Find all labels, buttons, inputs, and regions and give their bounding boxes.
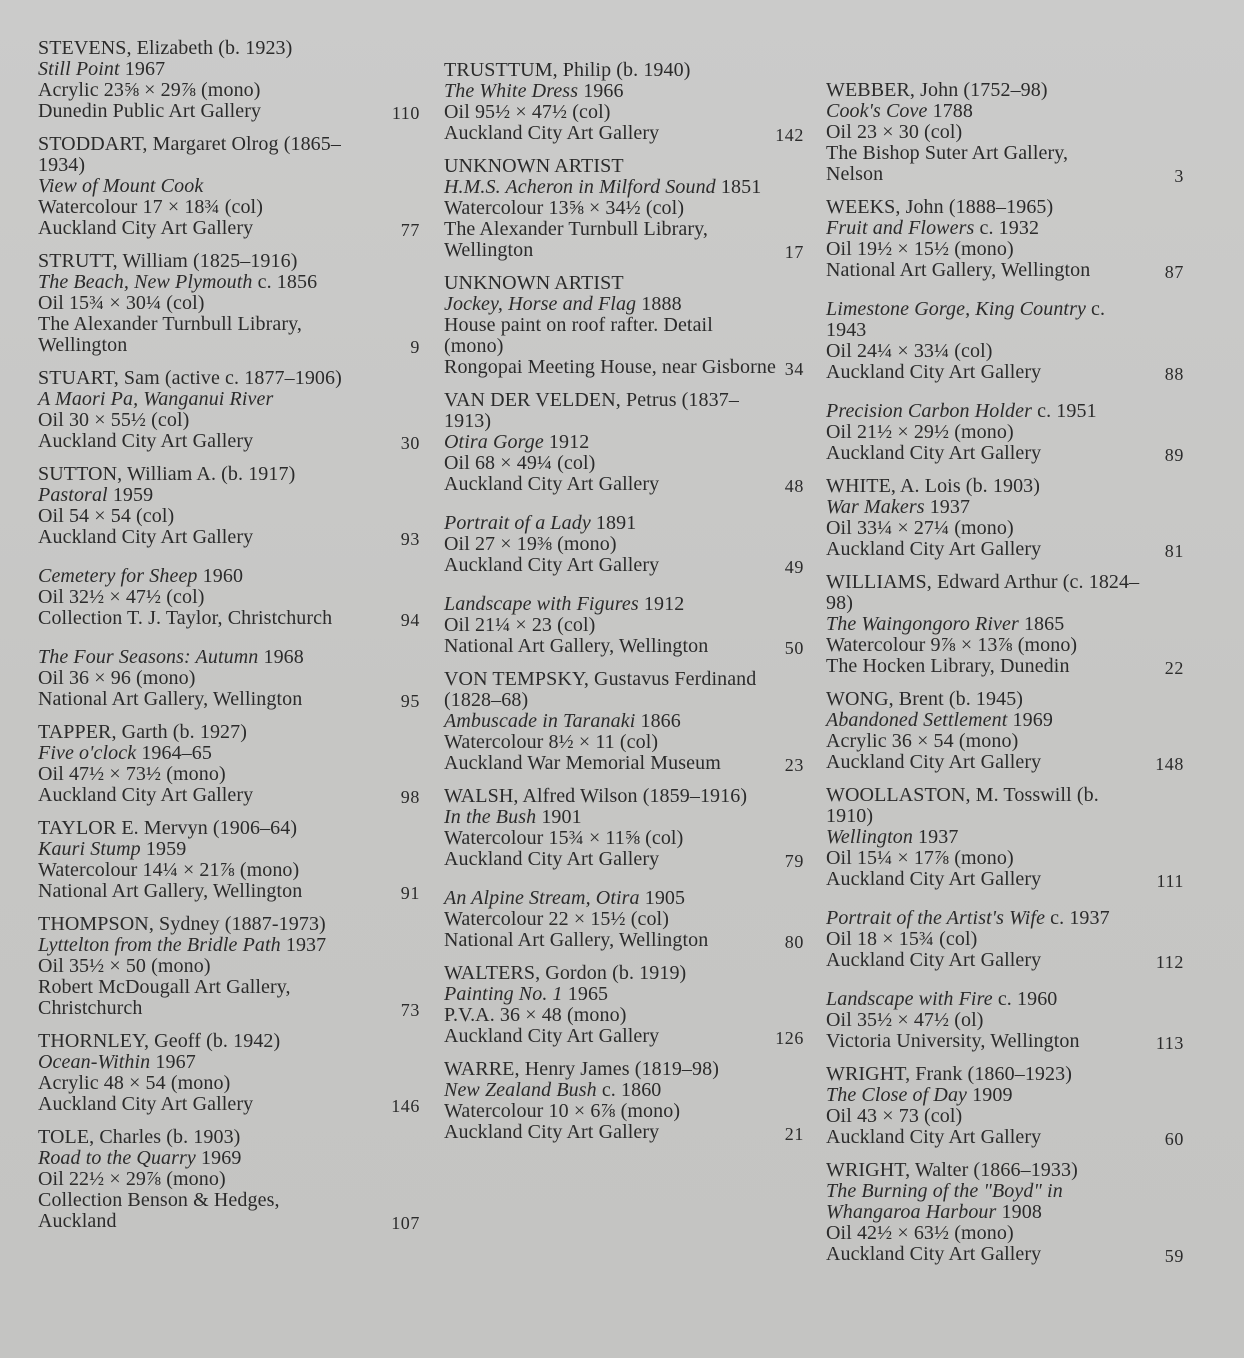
index-entry: [38, 464, 420, 548]
artist-name: VAN DER VELDEN, Petrus (1837–1913): [444, 389, 739, 432]
plate-number: 93: [400, 529, 420, 549]
artwork-medium: Watercolour 15¾ × 11⅝ (col): [444, 827, 684, 849]
artwork-title-line: [826, 101, 1148, 122]
artwork-medium: Watercolour 14¼ × 21⅞ (mono): [38, 859, 300, 881]
artwork-title-line: [38, 743, 384, 764]
index-entry: [826, 80, 1184, 185]
artist-name: TAYLOR E. Mervyn (1906–64): [38, 817, 298, 839]
artist-name: STUART, Sam (active c. 1877–1906): [38, 367, 342, 389]
artwork-collection: Collection T. J. Taylor, Christchurch: [38, 607, 333, 629]
artist-name: TAPPER, Garth (b. 1927): [38, 721, 248, 743]
plate-number: 110: [391, 103, 420, 123]
artwork-title: Ambuscade in Taranaki: [444, 710, 636, 732]
artwork-title: Painting No. 1: [444, 983, 563, 1005]
artwork-title: Portrait of a Lady: [444, 512, 591, 534]
artwork-collection: Auckland City Art Gallery: [826, 442, 1042, 464]
artwork-medium: Oil 15¾ × 30¼ (col): [38, 292, 205, 314]
artwork-collection: Auckland City Art Gallery: [38, 430, 254, 452]
artwork-medium: Oil 30 × 55½ (col): [38, 409, 190, 431]
plate-number: 80: [784, 932, 804, 952]
index-entry: [826, 197, 1184, 281]
artwork-title-line: [444, 513, 768, 534]
plate-number: 87: [1164, 262, 1184, 282]
artwork-title-line: [826, 827, 1148, 848]
artwork-medium: Oil 21½ × 29½ (mono): [826, 421, 1014, 443]
artwork-title: Lyttelton from the Bridle Path: [38, 934, 281, 956]
artwork-title-line: [38, 1052, 384, 1073]
artwork-medium: Oil 32½ × 47½ (col): [38, 586, 205, 608]
index-entry: [444, 963, 804, 1047]
plate-number: 146: [391, 1096, 420, 1116]
index-entry: [444, 156, 804, 261]
artwork-title-line: [826, 989, 1148, 1010]
artist-name: UNKNOWN ARTIST: [444, 155, 624, 177]
artwork-title: Cook's Cove: [826, 100, 928, 122]
artwork-title-line: [38, 59, 384, 80]
artwork-title-line: [38, 839, 384, 860]
artwork-date: c. 1960: [997, 988, 1058, 1010]
artwork-collection: Auckland City Art Gallery: [444, 1025, 660, 1047]
artwork-medium: Watercolour 13⅝ × 34½ (col): [444, 197, 685, 219]
artwork-collection: Victoria University, Wellington: [826, 1030, 1080, 1052]
artwork-date: 1937: [918, 826, 959, 848]
index-entry: [444, 273, 804, 378]
artwork-collection: National Art Gallery, Wellington: [444, 929, 709, 951]
index-entry: [38, 1127, 420, 1232]
index-entry: [826, 1160, 1184, 1265]
plate-number: 22: [1164, 658, 1184, 678]
plate-number: 81: [1164, 541, 1184, 561]
artwork-collection: National Art Gallery, Wellington: [444, 635, 709, 657]
artwork-collection: National Art Gallery, Wellington: [38, 688, 303, 710]
artwork-date: 1905: [644, 887, 686, 909]
plate-number: 34: [784, 359, 804, 379]
artwork-title: Road to the Quarry: [38, 1147, 196, 1169]
artwork-date: 1967: [124, 58, 166, 80]
artwork-title: Limestone Gorge, King Country: [826, 298, 1086, 320]
artwork-collection: The Alexander Turnbull Library,: [38, 313, 302, 335]
index-entry: [826, 572, 1184, 677]
artist-name: WALSH, Alfred Wilson (1859–1916): [444, 785, 748, 807]
artwork-date: 1908: [1001, 1201, 1042, 1223]
artwork-date: 1909: [972, 1084, 1013, 1106]
artist-name: VON TEMPSKY, Gustavus Ferdinand (1828–68): [444, 668, 757, 711]
plate-number: 48: [784, 476, 804, 496]
artwork-title: The White Dress: [444, 80, 579, 102]
artwork-medium: Watercolour 17 × 18¾ (col): [38, 196, 263, 218]
artwork-date: 1960: [202, 565, 244, 587]
artwork-title: Fruit and Flowers: [826, 217, 975, 239]
artwork-medium: Oil 68 × 49¼ (col): [444, 452, 596, 474]
artwork-collection: Nelson: [826, 163, 884, 185]
artwork-collection: Rongopai Meeting House, near Gisborne: [444, 356, 776, 378]
artwork-title: New Zealand Bush: [444, 1079, 597, 1101]
artwork-collection: Auckland City Art Gallery: [826, 949, 1042, 971]
index-entry: [444, 60, 804, 144]
index-entry: [38, 251, 420, 356]
index-entry: [38, 1031, 420, 1115]
plate-number: 23: [784, 755, 804, 775]
artwork-collection: Auckland City Art Gallery: [826, 538, 1042, 560]
artwork-date: c. 1937: [1050, 907, 1110, 929]
index-column-3: [826, 80, 1184, 1358]
index-entry: [826, 989, 1184, 1052]
artwork-collection: The Hocken Library, Dunedin: [826, 655, 1070, 677]
artist-name: WRIGHT, Walter (1866–1933): [826, 1159, 1078, 1181]
artist-name: WHITE, A. Lois (b. 1903): [826, 475, 1041, 497]
plate-number: 111: [1156, 871, 1184, 891]
plate-number: 112: [1155, 952, 1184, 972]
artist-name: WOOLLASTON, M. Tosswill (b. 1910): [826, 784, 1099, 827]
artist-name: TOLE, Charles (b. 1903): [38, 1126, 241, 1148]
artwork-medium: Oil 33¼ × 27¼ (mono): [826, 517, 1014, 539]
artwork-medium: Watercolour 22 × 15½ (col): [444, 908, 669, 930]
artwork-title-line: [38, 272, 384, 293]
artwork-date: c. 1951: [1037, 400, 1097, 422]
index-entry: [444, 669, 804, 774]
artwork-title-line: [826, 497, 1148, 518]
artwork-title: The Burning of the "Boyd" in Whangaroa Harbour: [826, 1180, 1063, 1223]
artwork-title-line: [444, 888, 768, 909]
artwork-collection: Auckland City Art Gallery: [826, 1243, 1042, 1265]
artwork-title: H.M.S. Acheron in Milford Sound: [444, 176, 716, 198]
artwork-title-line: [38, 566, 384, 587]
index-entry: [826, 476, 1184, 560]
artwork-date: 1969: [201, 1147, 242, 1169]
plate-number: 148: [1155, 754, 1184, 774]
artist-name: STRUTT, William (1825–1916): [38, 250, 298, 272]
index-entry: [826, 401, 1184, 464]
artwork-title: A Maori Pa, Wanganui River: [38, 388, 274, 410]
artwork-title-line: [826, 299, 1148, 341]
plate-number: 94: [400, 610, 420, 630]
artist-name: TRUSTTUM, Philip (b. 1940): [444, 59, 691, 81]
artwork-collection: Auckland: [38, 1210, 117, 1232]
artwork-title: The Four Seasons: Autumn: [38, 646, 259, 668]
artwork-title-line: [444, 984, 768, 1005]
index-entry: [826, 1064, 1184, 1148]
artwork-title-line: [444, 807, 768, 828]
artwork-title: Landscape with Figures: [444, 593, 639, 615]
artwork-date: 1851: [720, 176, 762, 198]
artwork-title-line: [38, 1148, 384, 1169]
artist-name: STEVENS, Elizabeth (b. 1923): [38, 37, 293, 59]
index-entry: [38, 818, 420, 902]
artwork-medium: Oil 42½ × 63½ (mono): [826, 1222, 1014, 1244]
artwork-title: Otira Gorge: [444, 431, 544, 453]
artwork-title: Portrait of the Artist's Wife: [826, 907, 1046, 929]
plate-number: 107: [391, 1213, 420, 1233]
plate-number: 59: [1164, 1246, 1184, 1266]
artwork-title-line: [444, 1080, 768, 1101]
artist-name: WEBBER, John (1752–98): [826, 79, 1048, 101]
artwork-collection: Auckland City Art Gallery: [444, 122, 660, 144]
artwork-collection: Auckland City Art Gallery: [826, 868, 1042, 890]
artwork-medium: Watercolour 9⅞ × 13⅞ (mono): [826, 634, 1078, 656]
plate-number: 79: [784, 851, 804, 871]
artwork-medium: Acrylic 48 × 54 (mono): [38, 1072, 231, 1094]
artwork-title-line: [444, 594, 768, 615]
artwork-medium: Oil 54 × 54 (col): [38, 505, 175, 527]
artwork-date: c. 1932: [979, 217, 1040, 239]
artwork-title-line: [826, 1085, 1148, 1106]
artwork-medium: Oil 23 × 30 (col): [826, 121, 963, 143]
artwork-collection: Auckland City Art Gallery: [444, 848, 660, 870]
artwork-collection: Auckland City Art Gallery: [826, 1126, 1042, 1148]
artwork-title: Landscape with Fire: [826, 988, 993, 1010]
index-entry: [38, 134, 420, 239]
artist-name: WRIGHT, Frank (1860–1923): [826, 1063, 1072, 1085]
artwork-title: Kauri Stump: [38, 838, 141, 860]
artwork-title: Abandoned Settlement: [826, 709, 1008, 731]
artwork-date: 1967: [155, 1051, 196, 1073]
plate-number: 77: [400, 220, 420, 240]
artwork-collection: Auckland City Art Gallery: [444, 554, 660, 576]
artwork-medium: Watercolour 10 × 6⅞ (mono): [444, 1100, 681, 1122]
index-entry: [444, 1059, 804, 1143]
artwork-title-line: [826, 401, 1148, 422]
index-entry: [444, 513, 804, 576]
artwork-title-line: [444, 81, 768, 102]
index-column-2: [444, 60, 804, 1358]
artwork-title-line: [38, 647, 384, 668]
artwork-collection: Auckland City Art Gallery: [444, 1121, 660, 1143]
artwork-title: Pastoral: [38, 484, 108, 506]
plate-number: 49: [784, 557, 804, 577]
artwork-title-line: [444, 294, 768, 315]
artist-name: UNKNOWN ARTIST: [444, 272, 624, 294]
artist-name: WEEKS, John (1888–1965): [826, 196, 1054, 218]
artwork-collection: Auckland City Art Gallery: [38, 784, 254, 806]
artist-name: WALTERS, Gordon (b. 1919): [444, 962, 687, 984]
artist-name: STODDART, Margaret Olrog (1865–1934): [38, 133, 341, 176]
index-entry: [38, 38, 420, 122]
artwork-collection: Collection Benson & Hedges,: [38, 1189, 280, 1211]
artwork-collection: Auckland City Art Gallery: [38, 526, 254, 548]
artwork-medium: Oil 15¼ × 17⅞ (mono): [826, 847, 1014, 869]
artwork-date: 1966: [583, 80, 624, 102]
artwork-date: c. 1856: [257, 271, 318, 293]
artwork-date: 1788: [932, 100, 973, 122]
artwork-medium: Acrylic 23⅝ × 29⅞ (mono): [38, 79, 261, 101]
plate-number: 50: [784, 638, 804, 658]
artwork-date: 1901: [541, 806, 582, 828]
artwork-medium: Watercolour 8½ × 11 (col): [444, 731, 659, 753]
artist-name: WILLIAMS, Edward Arthur (c. 1824–98): [826, 571, 1140, 614]
artwork-collection: Auckland City Art Gallery: [38, 217, 254, 239]
artwork-collection: Auckland City Art Gallery: [38, 1093, 254, 1115]
artwork-title-line: [826, 1181, 1148, 1223]
artwork-medium: Oil 24¼ × 33¼ (col): [826, 340, 993, 362]
plate-number: 73: [400, 1000, 420, 1020]
artwork-date: 1866: [640, 710, 681, 732]
artwork-medium: Oil 43 × 73 (col): [826, 1105, 963, 1127]
artwork-title: The Close of Day: [826, 1084, 968, 1106]
artwork-collection: Auckland City Art Gallery: [826, 361, 1042, 383]
artwork-title-line: [38, 176, 384, 197]
artwork-medium: Oil 22½ × 29⅞ (mono): [38, 1168, 226, 1190]
artwork-title-line: [38, 485, 384, 506]
plate-number: 91: [400, 883, 420, 903]
artwork-collection: Wellington: [444, 239, 534, 261]
artwork-collection: Wellington: [38, 334, 128, 356]
index-entry: [444, 888, 804, 951]
artwork-title: Wellington: [826, 826, 913, 848]
artwork-date: 1888: [641, 293, 682, 315]
artwork-title-line: [38, 389, 384, 410]
artwork-date: c. 1943: [826, 298, 1106, 341]
artwork-title-line: [826, 614, 1148, 635]
artwork-title-line: [444, 432, 768, 453]
artwork-collection: Auckland City Art Gallery: [826, 751, 1042, 773]
artwork-collection: National Art Gallery, Wellington: [38, 880, 303, 902]
artwork-date: 1959: [112, 484, 154, 506]
artwork-medium: Oil 27 × 19⅜ (mono): [444, 533, 617, 555]
artwork-medium: Oil 47½ × 73½ (mono): [38, 763, 226, 785]
artwork-date: 1937: [929, 496, 971, 518]
plate-number: 88: [1164, 364, 1184, 384]
artwork-medium: Acrylic 36 × 54 (mono): [826, 730, 1019, 752]
index-entry: [444, 786, 804, 870]
index-entry: [38, 368, 420, 452]
index-entry: [826, 785, 1184, 890]
artwork-collection: Dunedin Public Art Gallery: [38, 100, 262, 122]
artwork-collection: Christchurch: [38, 997, 143, 1019]
artist-name: THOMPSON, Sydney (1887-1973): [38, 913, 326, 935]
artwork-title: Still Point: [38, 58, 120, 80]
artwork-date: 1959: [145, 838, 187, 860]
artwork-date: 1912: [643, 593, 685, 615]
plate-number: 17: [784, 242, 804, 262]
artwork-medium: Oil 95½ × 47½ (col): [444, 101, 611, 123]
index-entry: [826, 908, 1184, 971]
artwork-title: In the Bush: [444, 806, 537, 828]
artist-name: WONG, Brent (b. 1945): [826, 688, 1024, 710]
artwork-title: Five o'clock: [38, 742, 137, 764]
artwork-medium: Oil 19½ × 15½ (mono): [826, 238, 1014, 260]
plate-number: 126: [775, 1028, 804, 1048]
index-entry: [38, 722, 420, 806]
artwork-medium: Oil 36 × 96 (mono): [38, 667, 196, 689]
artwork-title-line: [826, 218, 1148, 239]
artwork-medium: Oil 18 × 15¾ (col): [826, 928, 978, 950]
plate-number: 60: [1164, 1129, 1184, 1149]
artwork-medium: P.V.A. 36 × 48 (mono): [444, 1004, 627, 1026]
artwork-medium: Oil 21¼ × 23 (col): [444, 614, 596, 636]
plate-number: 30: [400, 433, 420, 453]
index-column-1: [38, 38, 420, 1358]
artwork-title-line: [38, 935, 384, 956]
plate-number: 95: [400, 691, 420, 711]
plate-number: 3: [1174, 166, 1184, 186]
artwork-title-line: [444, 177, 768, 198]
artwork-medium: House paint on roof rafter. Detail (mono): [444, 314, 713, 357]
artwork-date: 1912: [548, 431, 590, 453]
artwork-title: Ocean-Within: [38, 1051, 151, 1073]
artwork-title-line: [826, 710, 1148, 731]
artwork-collection: The Bishop Suter Art Gallery,: [826, 142, 1069, 164]
artist-name: SUTTON, William A. (b. 1917): [38, 463, 296, 485]
index-entry: [444, 594, 804, 657]
artwork-title: An Alpine Stream, Otira: [444, 887, 640, 909]
artwork-date: 1964–65: [141, 742, 213, 764]
artwork-collection: Robert McDougall Art Gallery,: [38, 976, 291, 998]
artwork-title: The Waingongoro River: [826, 613, 1019, 635]
index-entry: [38, 914, 420, 1019]
artwork-collection: Auckland War Memorial Museum: [444, 752, 721, 774]
artwork-collection: Auckland City Art Gallery: [444, 473, 660, 495]
plate-number: 113: [1155, 1033, 1184, 1053]
plate-number: 9: [410, 337, 420, 357]
artwork-title: The Beach, New Plymouth: [38, 271, 253, 293]
artwork-title-line: [444, 711, 768, 732]
artwork-date: 1965: [567, 983, 609, 1005]
index-entry: [444, 390, 804, 495]
artwork-collection: National Art Gallery, Wellington: [826, 259, 1091, 281]
artwork-date: 1865: [1023, 613, 1065, 635]
artwork-date: 1891: [595, 512, 637, 534]
artwork-medium: Oil 35½ × 47½ (ol): [826, 1009, 984, 1031]
artist-name: WARRE, Henry James (1819–98): [444, 1058, 719, 1080]
artwork-medium: Oil 35½ × 50 (mono): [38, 955, 211, 977]
artwork-date: c. 1860: [601, 1079, 662, 1101]
plate-number: 98: [400, 787, 420, 807]
artwork-title: War Makers: [826, 496, 925, 518]
artist-name: THORNLEY, Geoff (b. 1942): [38, 1030, 281, 1052]
artwork-date: 1937: [285, 934, 327, 956]
artwork-title: View of Mount Cook: [38, 175, 204, 197]
artwork-collection: The Alexander Turnbull Library,: [444, 218, 708, 240]
artwork-title: Cemetery for Sheep: [38, 565, 198, 587]
plate-number: 21: [784, 1124, 804, 1144]
artwork-title: Jockey, Horse and Flag: [444, 293, 637, 315]
artwork-title-line: [826, 908, 1148, 929]
artwork-date: 1968: [263, 646, 304, 668]
artwork-date: 1969: [1012, 709, 1053, 731]
plate-number: 142: [775, 125, 804, 145]
plate-number: 89: [1164, 445, 1184, 465]
artwork-title: Precision Carbon Holder: [826, 400, 1032, 422]
index-entry: [38, 566, 420, 629]
index-entry: [38, 647, 420, 710]
index-entry: [826, 299, 1184, 383]
index-entry: [826, 689, 1184, 773]
